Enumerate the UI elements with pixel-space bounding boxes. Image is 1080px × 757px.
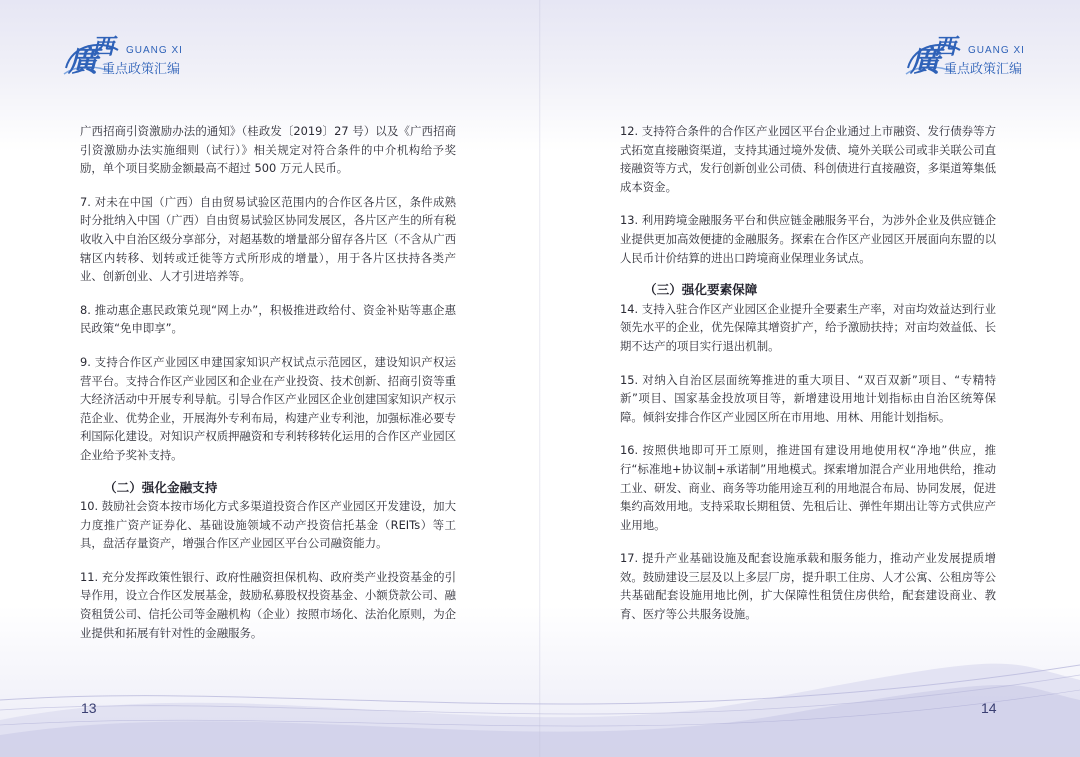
logo-subtitle: 重点政策汇编 xyxy=(102,62,181,77)
paragraph: 12. 支持符合条件的合作区产业园区平台企业通过上市融资、发行债券等方式拓宽直接融资渠道，支持其通过境外发债、境外关联公司或非关联公司直接融资等方式，发行创新创业公司债、科创债进行直接融资，多渠道筹集低成本资金。 xyxy=(620,124,996,194)
section-heading: （三）强化要素保障 xyxy=(644,282,758,298)
paragraph: 7. 对未在中国（广西）自由贸易试验区范围内的合作区各片区，条件成熟时分批纳入中国（广西）自由贸易试验区协同发展区，各片区产生的所有税收收入中自治区级分享部分，对超基数的增量部分留存各片区（不含从广西辖区内转移、划转或迁徙等方式所形成的增量），用于各片区扶持各类产业、创新创业、人才引进培养等。 xyxy=(80,194,456,284)
paragraph: 13. 利用跨境金融服务平台和供应链金融服务平台，为涉外企业及供应链企业提供更加高效便捷的金融服务。探索在合作区产业园区开展面向东盟的以人民币计价结算的进出口跨境商业保理业务试点。 xyxy=(620,213,996,265)
right-page-body xyxy=(620,122,996,639)
logo-char-xi: 西 xyxy=(92,34,113,60)
logo-english: GUANG XI xyxy=(126,45,183,56)
paragraph: 15. 对纳入自治区层面统筹推进的重大项目、“双百双新”项目、“专精特新”项目、国家基金投放项目等，新增建设用地计划指标由自治区统筹保障。倾斜安排合作区产业园区所在市用地、用林、用能计划指标。 xyxy=(620,372,996,424)
logo-char-guang: 廣 xyxy=(68,44,96,79)
logo-subtitle: 重点政策汇编 xyxy=(944,62,1023,77)
page-number-right: 14 xyxy=(981,700,997,716)
left-page-body xyxy=(80,122,456,657)
paragraph: 14. 支持入驻合作区产业园区企业提升全要素生产率，对亩均效益达到行业领先水平的企业，优先保障其增资扩产，给予激励扶持；对亩均效益低、长期不达产的项目实行退出机制。 xyxy=(620,301,996,353)
paragraph: 8. 推动惠企惠民政策兑现“网上办”，积极推进政给付、资金补贴等惠企惠民政策“免申即享”。 xyxy=(80,302,456,336)
paragraph: 广西招商引资激励办法的通知》（桂政发〔2019〕27 号）以及《广西招商引资激励办法实施细则（试行）》相关规定对符合条件的中介机构给予奖励，单个项目奖励金额最高不超过 500 万元人民币。 xyxy=(80,124,456,176)
paragraph: 9. 支持合作区产业园区申建国家知识产权试点示范园区，建设知识产权运营平台。支持合作区产业园区和企业在产业投资、技术创新、招商引资等重大经济活动中开展专利导航。引导合作区产业园区企业创建国家知识产权示范企业、优势企业，开展海外专利布局，构建产业专利池，加强标准必要专利国际化建设。对知识产权质押融资和专利转移转化运用的合作区产业园区企业给予奖补支持。 xyxy=(80,354,456,462)
paragraph: 16. 按照供地即可开工原则，推进国有建设用地使用权“净地”供应，推行“标准地+协议制+承诺制”用地模式。探索增加混合产业用地供给，推动工业、研发、商业、商务等功能用途互利的用地混合布局、协同发展，促进集约高效用地。支持采取长期租赁、先租后让、弹性年期出让等方式供应产业用地。 xyxy=(620,443,996,532)
section-heading: （二）强化金融支持 xyxy=(104,479,218,495)
logo-char-xi: 西 xyxy=(934,34,955,60)
paragraph: 11. 充分发挥政策性银行、政府性融资担保机构、政府类产业投资基金的引导作用，设立合作区发展基金，鼓励私募股权投资基金、小额贷款公司、融资租赁公司、信托公司等金融机构（企业）按照市场化、法治化原则，为企业提供和拓展有针对性的金融服务。 xyxy=(80,569,456,640)
page-number-left: 13 xyxy=(81,700,97,716)
page-fold xyxy=(539,0,541,757)
logo-char-guang: 廣 xyxy=(910,44,938,79)
paragraph: 10. 鼓励社会资本按市场化方式多渠道投资合作区产业园区开发建设，加大力度推广资产证券化、基础设施领域不动产投资信托基金（REITs）等工具，盘活存量资产，增强合作区产业园区平台公司融资能力。 xyxy=(80,499,456,551)
logo-english: GUANG XI xyxy=(968,45,1025,56)
paragraph: 17. 提升产业基础设施及配套设施承载和服务能力，推动产业发展提质增效。鼓励建设三层及以上多层厂房，提升职工住房、人才公寓、公租房等公共基础配套设施用地比例，扩大保障性租赁住房供给，配套建设商业、教育、医疗等公共服务设施。 xyxy=(620,551,996,622)
